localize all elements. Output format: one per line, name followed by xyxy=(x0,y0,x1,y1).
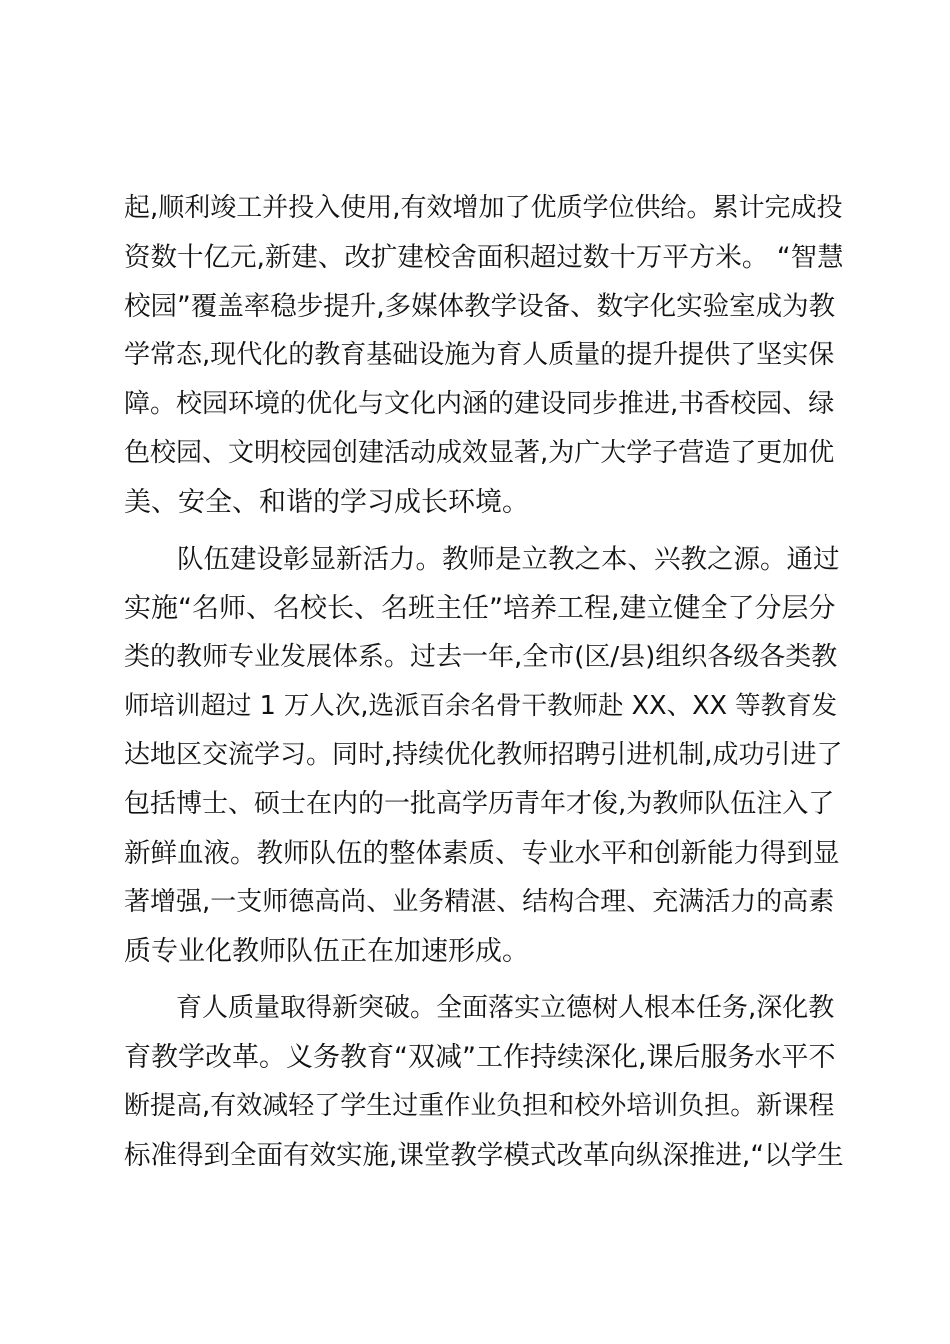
text-line: 色校园、文明校园创建活动成效显著,为广大学子营造了更加优 xyxy=(124,438,835,468)
text-line: 资数十亿元,新建、改扩建校舍面积超过数十万平方米。 “智慧 xyxy=(124,242,844,273)
text-line: 达地区交流学习。同时,持续优化教师招聘引进机制,成功引进了 xyxy=(124,740,843,770)
paragraph-spacer xyxy=(124,527,844,535)
text-line: 育人质量取得新突破。全面落实立德树人根本任务,深化教 xyxy=(124,993,835,1023)
text-line: 校园”覆盖率稳步提升,多媒体教学设备、数字化实验室成为教 xyxy=(124,291,836,322)
text-line: 起,顺利竣工并投入使用,有效增加了优质学位供给。累计完成投 xyxy=(124,193,843,223)
text-line: 断提高,有效减轻了学生过重作业负担和校外培训负担。新课程 xyxy=(124,1091,835,1121)
text-line: 美、安全、和谐的学习成长环境。 xyxy=(124,487,529,518)
text-line: 障。校园环境的优化与文化内涵的建设同步推进,书香校园、绿 xyxy=(124,389,835,419)
paragraph-teacher-team xyxy=(124,535,844,976)
text-line: 师培训超过 1 万人次,选派百余名骨干教师赴 XX、XX 等教育发 xyxy=(124,691,838,721)
text-line: 学常态,现代化的教育基础设施为育人质量的提升提供了坚实保 xyxy=(124,340,835,370)
body-text xyxy=(124,184,844,1180)
text-line: 实施“名师、名校长、名班主任”培养工程,建立健全了分层分 xyxy=(124,593,836,624)
text-line: 著增强,一支师德高尚、业务精湛、结构合理、充满活力的高素 xyxy=(124,887,835,917)
paragraph-spacer xyxy=(124,976,844,984)
text-line: 育教学改革。义务教育“双减”工作持续深化,课后服务水平不 xyxy=(124,1042,836,1073)
text-line: 新鲜血液。教师队伍的整体素质、专业水平和创新能力得到显 xyxy=(124,838,840,869)
paragraph-education-quality xyxy=(124,984,844,1180)
text-line: 质专业化教师队伍正在加速形成。 xyxy=(124,936,529,967)
text-line: 队伍建设彰显新活力。教师是立教之本、兴教之源。通过 xyxy=(124,544,840,575)
text-line: 类的教师专业发展体系。过去一年,全市(区/县)组织各级各类教 xyxy=(124,642,838,672)
paragraph-campus-facilities xyxy=(124,184,844,527)
text-line: 标准得到全面有效实施,课堂教学模式改革向纵深推进,“以学生 xyxy=(124,1140,844,1171)
text-line: 包括博士、硕士在内的一批高学历青年才俊,为教师队伍注入了 xyxy=(124,789,835,819)
